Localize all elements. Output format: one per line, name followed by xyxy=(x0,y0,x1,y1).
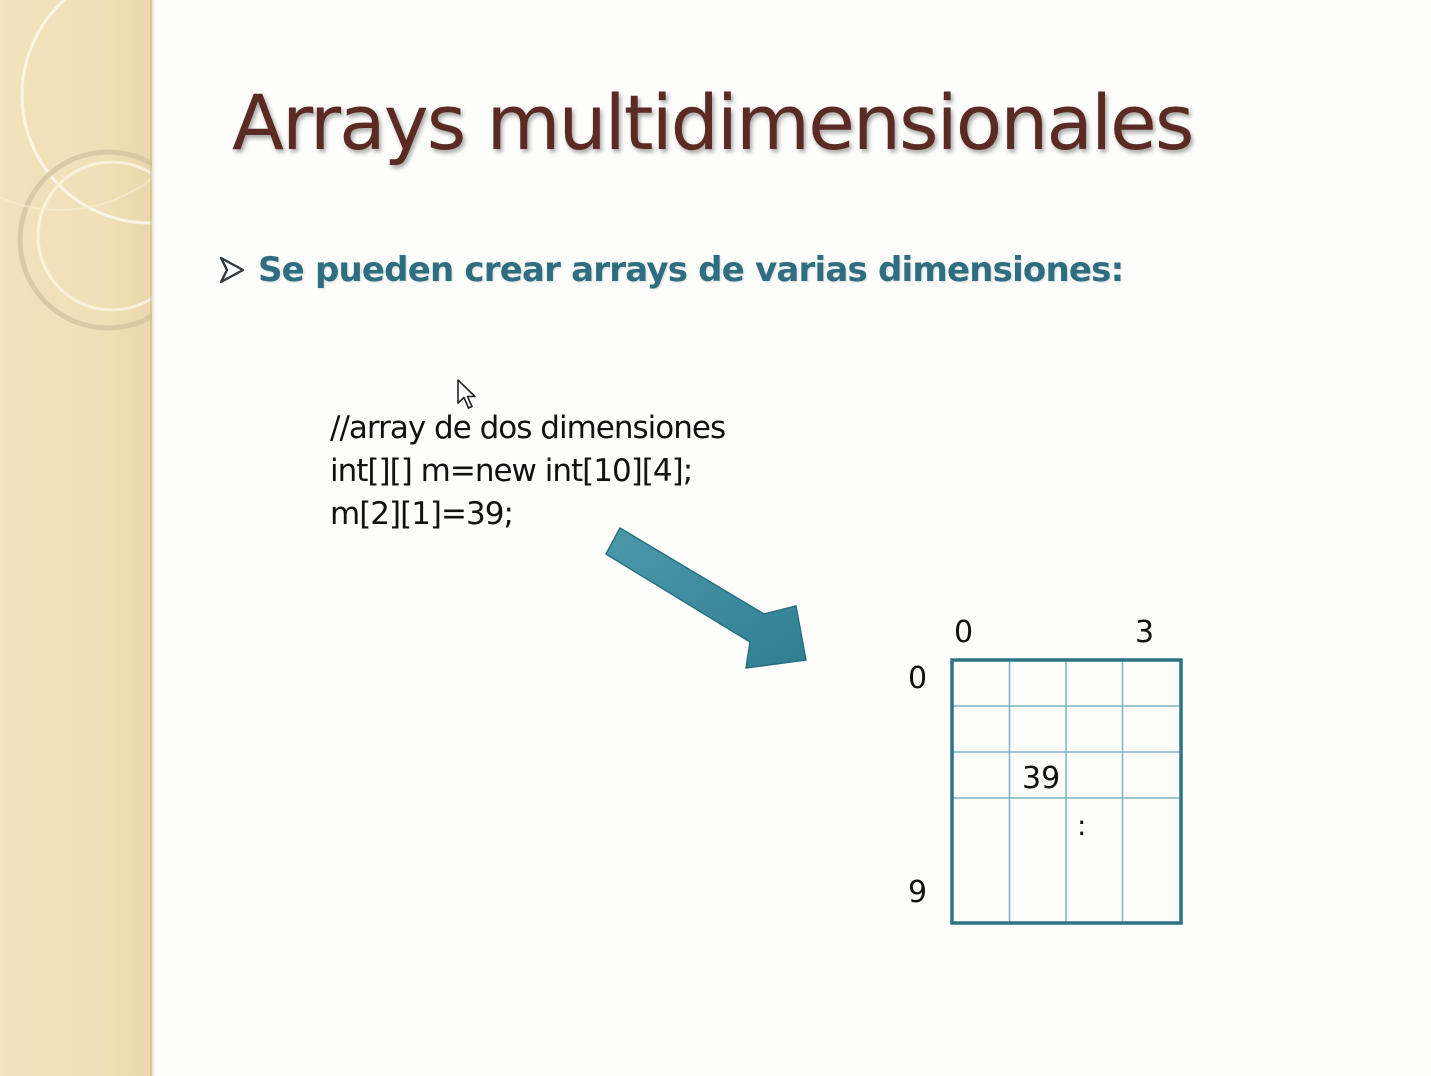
code-snippet xyxy=(330,407,725,536)
column-end-label: 3 xyxy=(1135,615,1155,650)
matrix-grid xyxy=(950,658,1183,925)
code-comment-line: //array de dos dimensiones xyxy=(330,410,726,446)
pointer-arrow-graphic xyxy=(598,518,818,678)
decorative-sidebar xyxy=(0,0,152,1076)
code-declaration-line: int[][] m=new int[10][4]; xyxy=(330,453,693,489)
matrix-ellipsis: : xyxy=(1077,809,1087,842)
bullet-point xyxy=(218,250,1123,290)
row-start-label: 0 xyxy=(908,661,928,696)
matrix-cell-value: 39 xyxy=(1022,761,1061,796)
decorative-circles-graphic xyxy=(0,0,152,1076)
slide-title: Arrays multidimensionales xyxy=(232,78,1193,167)
arrowhead-bullet-icon xyxy=(218,255,246,285)
bullet-text: Se pueden crear arrays de varias dimensiones: xyxy=(258,250,1124,290)
column-start-label: 0 xyxy=(954,615,974,650)
row-end-label: 9 xyxy=(908,875,928,910)
sidebar-edge-shadow xyxy=(150,0,156,1076)
code-assignment-line: m[2][1]=39; xyxy=(330,496,513,532)
